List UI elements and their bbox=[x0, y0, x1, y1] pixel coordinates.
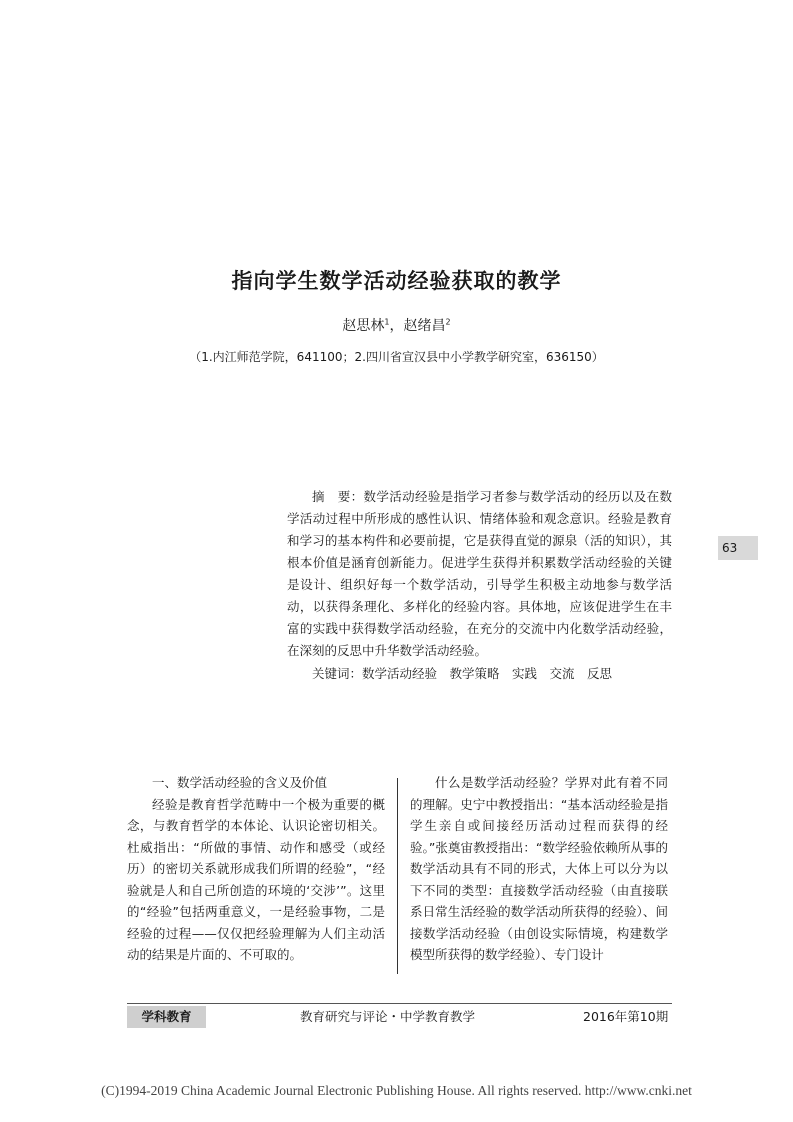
journal-name: 教育研究与评论・中学教育教学 bbox=[300, 1009, 476, 1024]
page-number: 63 bbox=[718, 536, 758, 560]
author-separator: ， bbox=[389, 318, 404, 334]
section-heading: 一、数学活动经验的含义及价值 bbox=[152, 775, 328, 790]
affiliation-mark: 1 bbox=[384, 317, 390, 327]
keywords: 关键词：数学活动经验 教学策略 实践 交流 反思 bbox=[312, 666, 613, 681]
author-line bbox=[0, 315, 793, 335]
section-tag: 学科教育 bbox=[127, 1006, 206, 1028]
copyright-notice: (C)1994-2019 China Academic Journal Electronic Publishing House. All rights reserved. http://www.cnki.net bbox=[101, 1083, 692, 1098]
body-paragraph: 经验是教育哲学范畴中一个极为重要的概念，与教育哲学的本体论、认识论密切相关。杜威指出：“所做的事情、动作和感受（或经历）的密切关系就形成我们所谓的经验”，“经验就是人和自己所创造的环境的‘交涉’”。这里的“经验”包括两重意义，一是经验事物，二是经验的过程——仅仅把经验理解为人们主动活动的结果是片面的、不可取的。 bbox=[127, 796, 385, 962]
issue-label: 2016年第10期 bbox=[583, 1009, 669, 1024]
right-column bbox=[410, 772, 668, 966]
affiliation: （1.内江师范学院，641100；2.四川省宣汉县中小学教学研究室，636150） bbox=[189, 350, 604, 364]
author-name: 赵绪昌 bbox=[403, 318, 446, 334]
left-column bbox=[127, 772, 385, 966]
author-name: 赵思林 bbox=[342, 318, 385, 334]
affiliation-mark: 2 bbox=[445, 317, 451, 327]
abstract: 摘 要：数学活动经验是指学习者参与数学活动的经历以及在数学活动过程中所形成的感性认识、情绪体验和观念意识。经验是教育和学习的基本构件和必要前提，它是获得直觉的源泉（活的知识），其根本价值是涵育创新能力。促进学生获得并积累数学活动经验的关键是设计、组织好每一个数学活动，引导学生积极主动地参与数学活动，以获得条理化、多样化的经验内容。具体地，应该促进学生在丰富的实践中获得数学活动经验，在充分的交流中内化数学活动经验，在深刻的反思中升华数学活动经验。 bbox=[287, 489, 672, 658]
footer-rule bbox=[127, 1003, 672, 1004]
article-title: 指向学生数学活动经验获取的教学 bbox=[231, 269, 562, 293]
column-divider bbox=[397, 778, 398, 974]
body-paragraph: 什么是数学活动经验？学界对此有着不同的理解。史宁中教授指出：“基本活动经验是指学生亲自或间接经历活动过程而获得的经验。”张奠宙教授指出：“数学经验依赖所从事的数学活动具有不同的形式，大体上可以分为以下不同的类型：直接数学活动经验（由直接联系日常生活经验的数学活动所获得的经验）、间接数学活动经验（由创设实际情境，构建数学模型所获得的数学经验）、专门设计 bbox=[410, 775, 668, 962]
